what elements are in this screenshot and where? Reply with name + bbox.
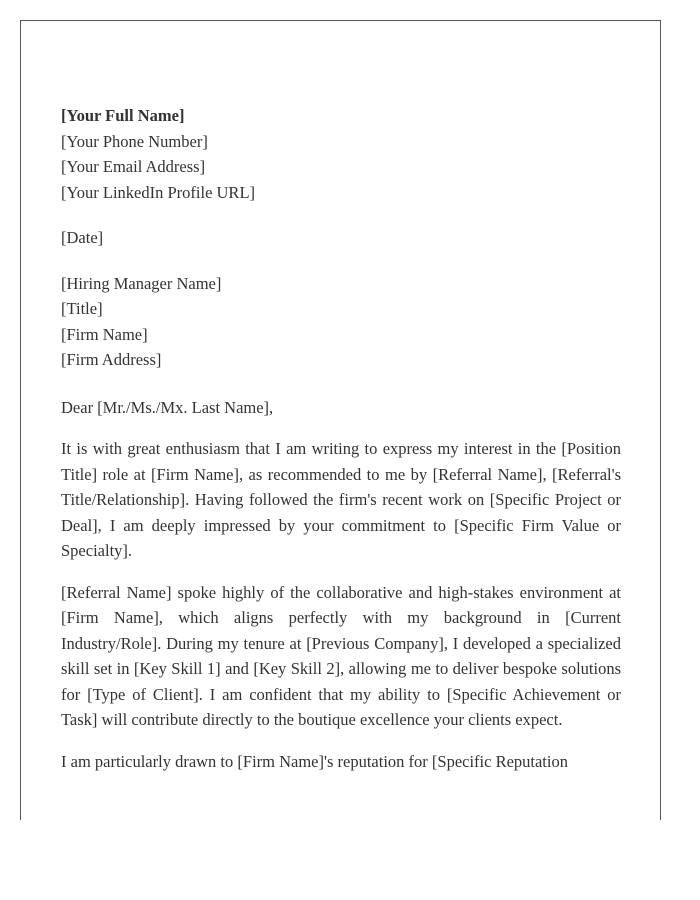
date-block — [61, 225, 621, 251]
body-paragraph-1: It is with great enthusiasm that I am writing to express my interest in the [Position Title] role at [Firm Name], as recommended to me by [Referral Name], [Referral's Title/Relationship]. Having followed the firm's recent work on [Specific Project or Deal], I am deeply impressed by your commitment to [Specific Firm Value or Specialty]. — [61, 439, 621, 560]
sender-name: [Your Full Name] — [61, 106, 185, 125]
body-paragraph-2: [Referral Name] spoke highly of the collaborative and high-stakes environment at [Firm Name], which aligns perfectly with my background in [Current Industry/Role]. During my tenure at [Previous Company], I developed a specialized skill set in [Key Skill 1] and [Key Skill 2], allowing me to deliver bespoke solutions for [Type of Client]. I am confident that my ability to [Specific Achievement or Task] will contribute directly to the boutique excellence your clients expect. — [61, 582, 621, 729]
spacer — [61, 251, 621, 271]
sender-block — [61, 103, 621, 205]
recipient-name: [Hiring Manager Name] — [61, 273, 222, 293]
sender-phone: [Your Phone Number] — [61, 131, 208, 151]
recipient-firm: [Firm Name] — [61, 324, 148, 344]
letter-content — [61, 103, 621, 790]
body-paragraph-3: I am particularly drawn to [Firm Name]'s reputation for [Specific Reputation — [61, 751, 568, 771]
recipient-block — [61, 271, 621, 373]
letter-page — [20, 20, 661, 820]
letter-date: [Date] — [61, 228, 104, 247]
recipient-title: [Title] — [61, 299, 103, 318]
spacer — [61, 373, 621, 395]
spacer — [61, 205, 621, 225]
recipient-address: [Firm Address] — [61, 350, 162, 369]
salutation: Dear [Mr./Ms./Mx. Last Name], — [61, 397, 274, 417]
sender-linkedin: [Your LinkedIn Profile URL] — [61, 182, 256, 202]
sender-email: [Your Email Address] — [61, 157, 206, 176]
